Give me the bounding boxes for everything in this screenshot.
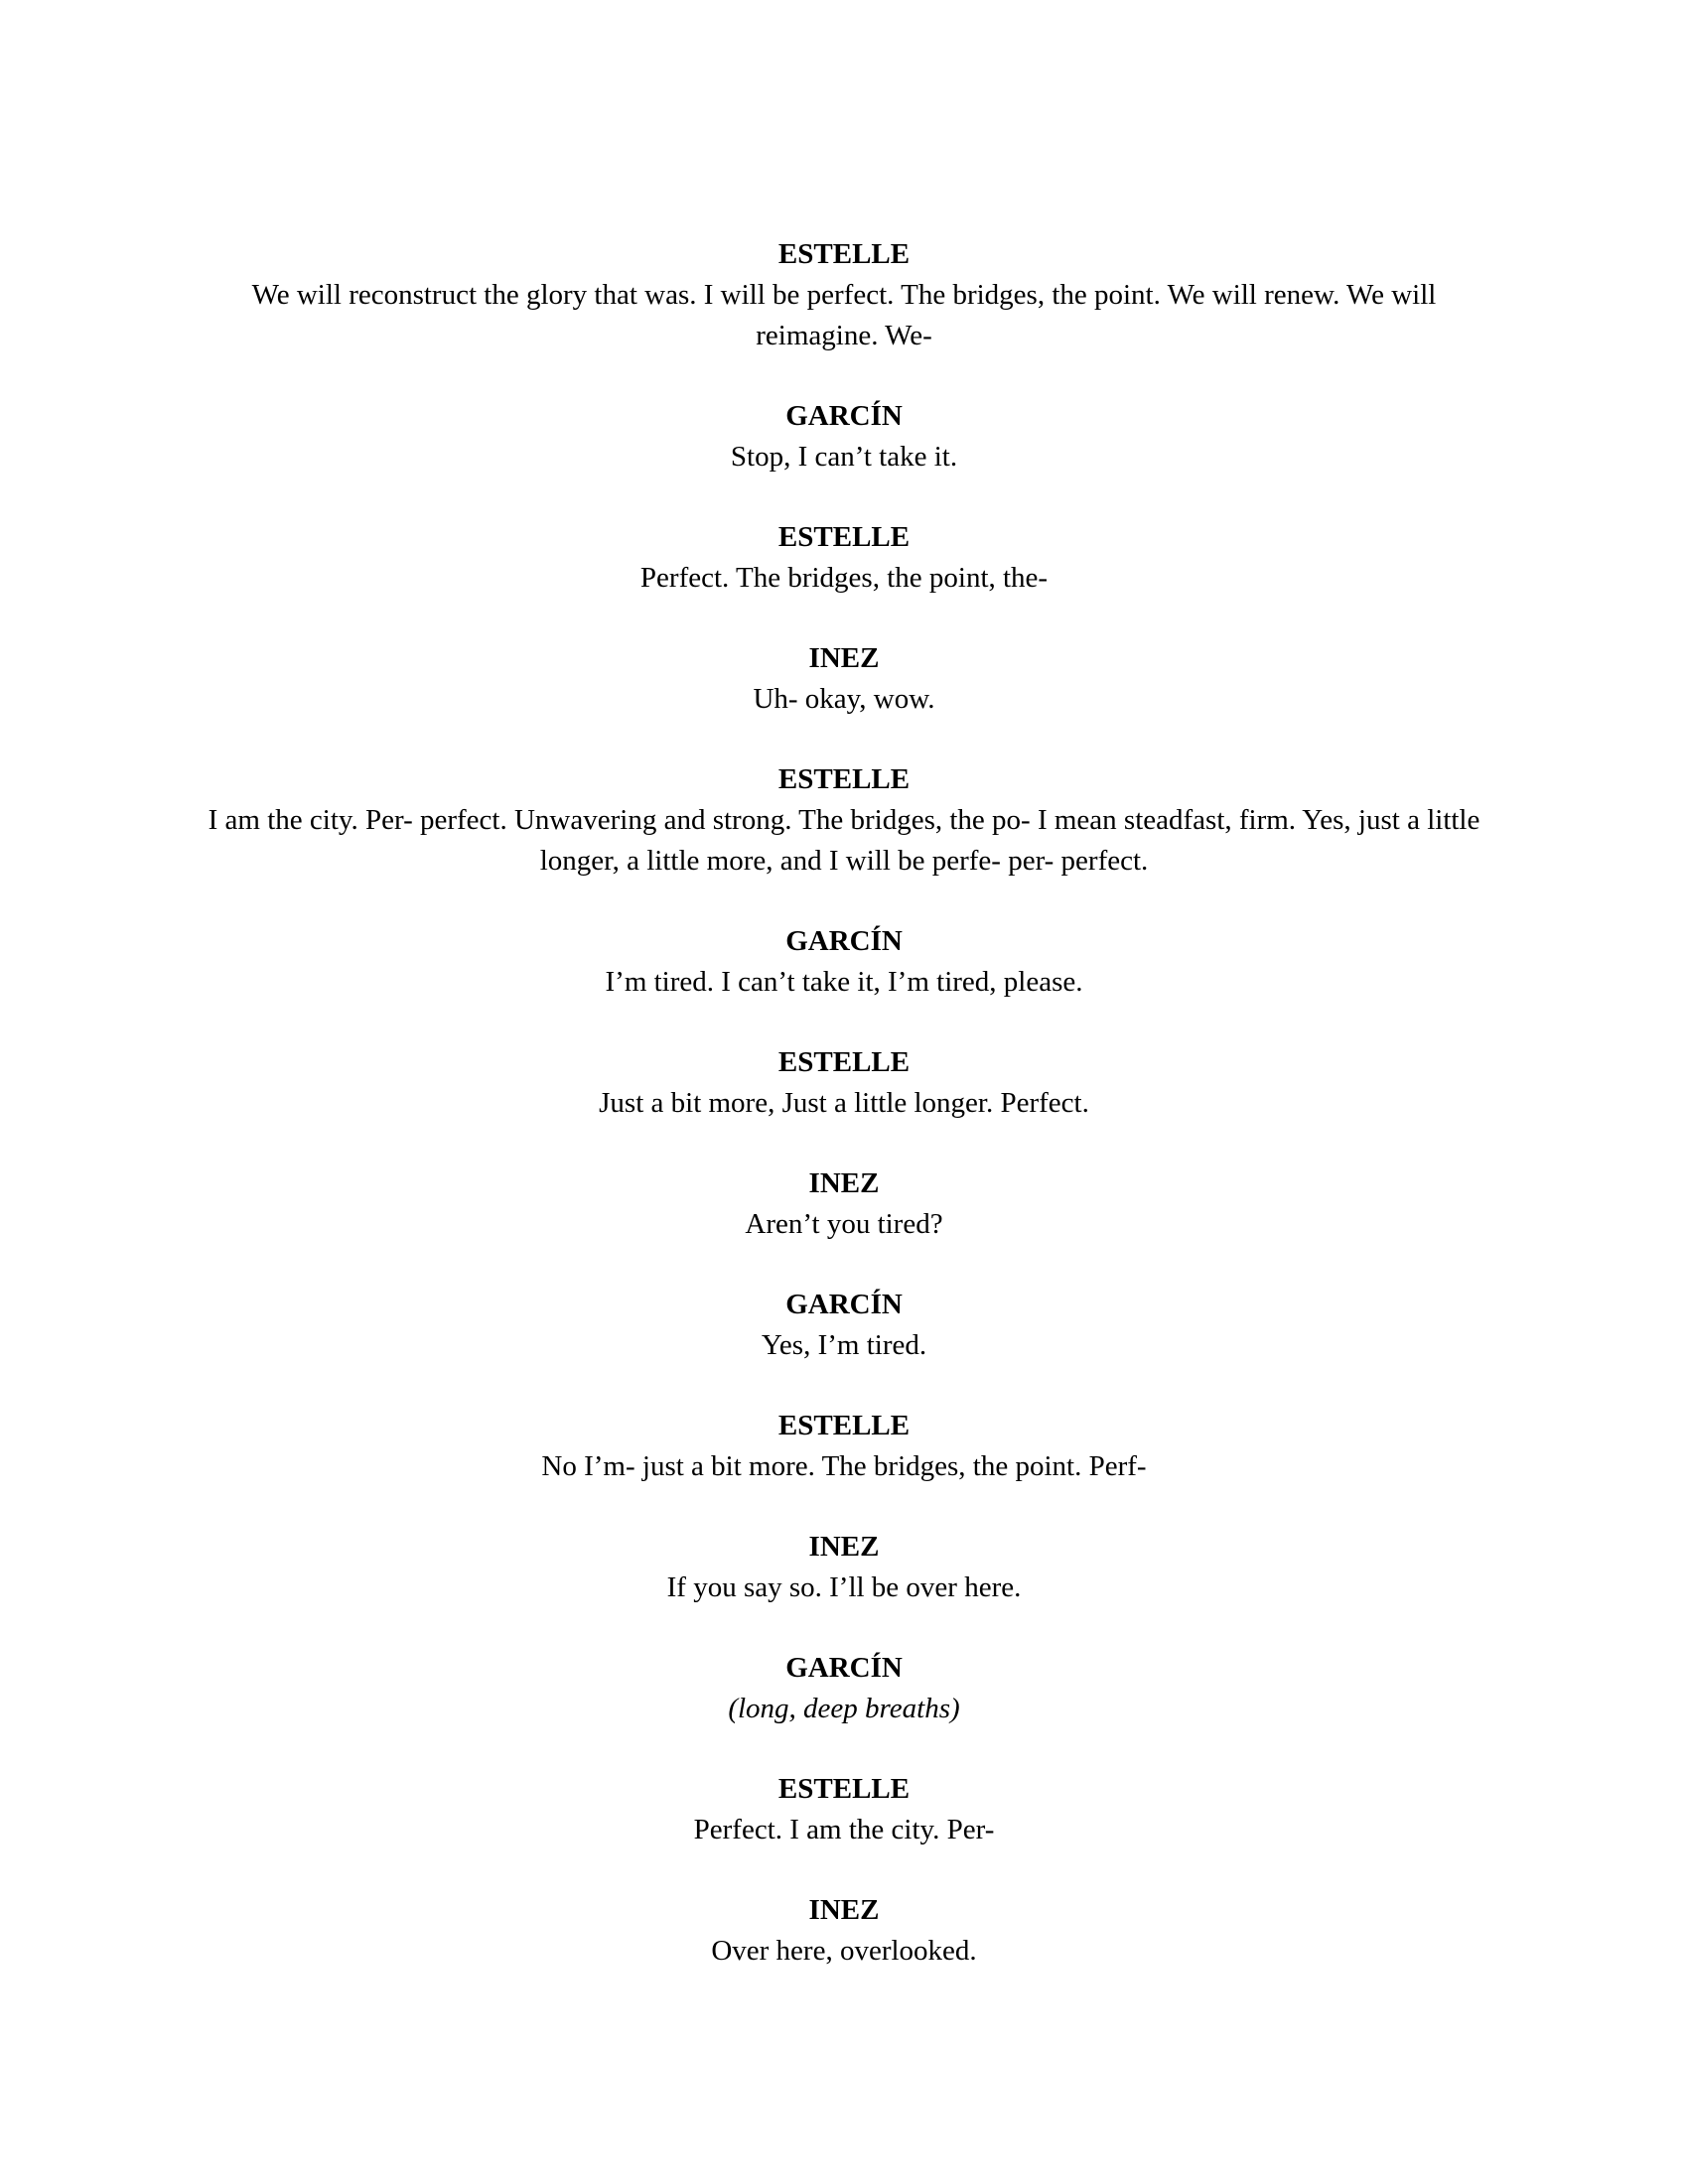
- speaker-name: GARCÍN: [785, 1289, 903, 1320]
- speaker-name: INEZ: [808, 1894, 880, 1926]
- speaker-name: ESTELLE: [777, 1046, 911, 1078]
- speaker-name: GARCÍN: [785, 400, 903, 432]
- dialogue-line: Yes, I’m tired.: [761, 1329, 927, 1361]
- dialogue-block: [189, 1406, 1499, 1487]
- dialogue-block: [189, 1890, 1499, 1972]
- dialogue-block: [189, 1769, 1499, 1850]
- speaker-name: INEZ: [808, 1531, 880, 1563]
- dialogue-line: We will reconstruct the glory that was. I will be perfect. The bridges, the point. We will renew. We will reimagine. We-: [251, 279, 1437, 351]
- stage-direction: (long, deep breaths): [728, 1693, 960, 1724]
- speaker-name: ESTELLE: [777, 238, 911, 270]
- dialogue-line: Perfect. The bridges, the point, the-: [639, 562, 1049, 594]
- dialogue-line: I am the city. Per- perfect. Unwavering and strong. The bridges, the po- I mean steadfast, firm. Yes, just a little longer, a little more, and I will be perfe- per- perfect.: [208, 804, 1480, 877]
- dialogue-block: [189, 1285, 1499, 1366]
- dialogue-line: Stop, I can’t take it.: [730, 441, 958, 473]
- speaker-name: ESTELLE: [777, 763, 911, 795]
- speaker-name: INEZ: [808, 642, 880, 674]
- dialogue-line: Uh- okay, wow.: [753, 683, 935, 715]
- dialogue-block: [189, 396, 1499, 478]
- dialogue-block: [189, 1648, 1499, 1729]
- speaker-name: GARCÍN: [785, 1652, 903, 1684]
- speaker-name: GARCÍN: [785, 925, 903, 957]
- dialogue-line: If you say so. I’ll be over here.: [666, 1571, 1022, 1603]
- speaker-name: ESTELLE: [777, 1410, 911, 1441]
- dialogue-line: Over here, overlooked.: [711, 1935, 977, 1967]
- dialogue-list: [189, 234, 1499, 2011]
- dialogue-line: Perfect. I am the city. Per-: [693, 1814, 995, 1845]
- dialogue-line: Just a bit more, Just a little longer. Perfect.: [599, 1087, 1089, 1119]
- speaker-name: ESTELLE: [777, 521, 911, 553]
- dialogue-line: No I’m- just a bit more. The bridges, the point. Perf-: [541, 1450, 1147, 1482]
- dialogue-block: [189, 638, 1499, 720]
- dialogue-block: [189, 759, 1499, 882]
- speaker-name: ESTELLE: [777, 1773, 911, 1805]
- dialogue-block: [189, 1042, 1499, 1124]
- dialogue-block: [189, 1163, 1499, 1245]
- dialogue-block: [189, 517, 1499, 599]
- dialogue-block: [189, 234, 1499, 356]
- dialogue-line: I’m tired. I can’t take it, I’m tired, please.: [605, 966, 1083, 998]
- dialogue-line: Aren’t you tired?: [745, 1208, 943, 1240]
- speaker-name: INEZ: [808, 1167, 880, 1199]
- dialogue-block: [189, 921, 1499, 1003]
- dialogue-block: [189, 1527, 1499, 1608]
